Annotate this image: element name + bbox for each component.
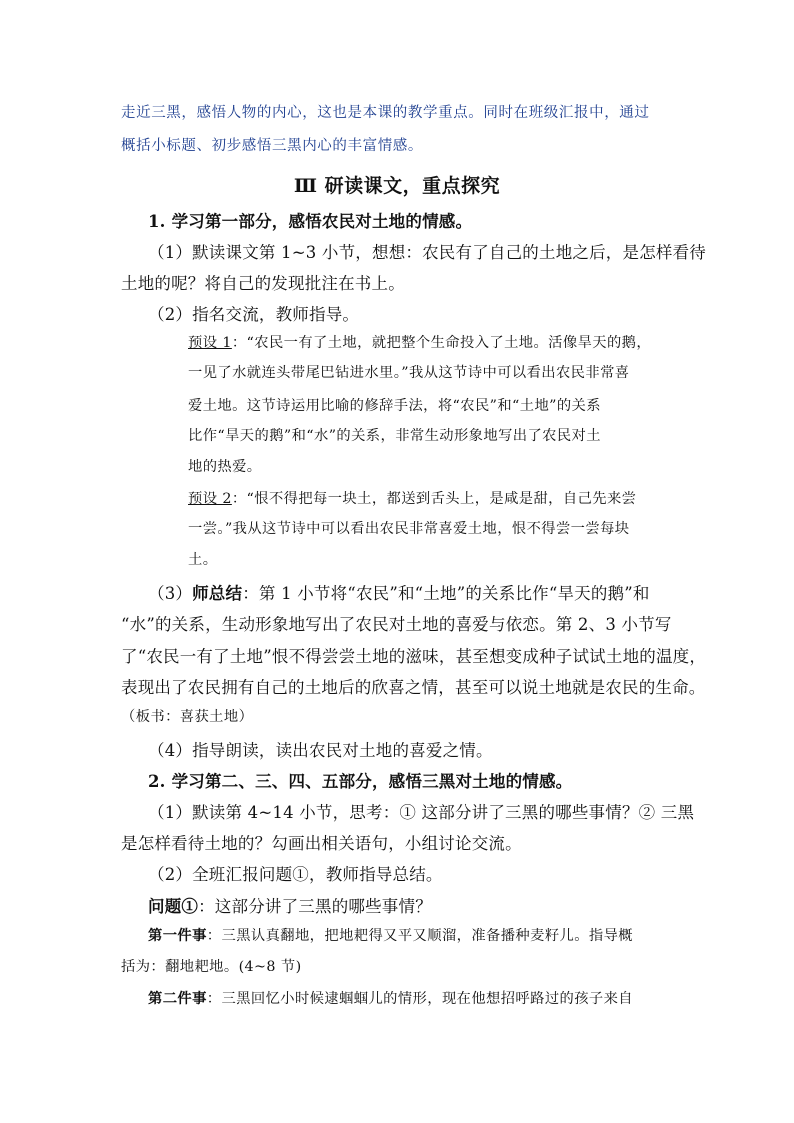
- teacher-summary-label: 师总结: [192, 584, 243, 603]
- event-2-label: 第二件事: [148, 991, 207, 1007]
- part1-q3-line-4: 表现出了农民拥有自己的土地后的欣喜之情，甚至可以说土地就是农民的生命。: [121, 678, 706, 697]
- preset1-line-2: 一见了水就连头带尾巴钻进水里。”我从这节诗中可以看出农民非常喜: [188, 365, 630, 381]
- q3-line1-rest: ：第 1 小节将“农民”和“土地”的关系比作“旱天的鹅”和: [242, 584, 650, 603]
- problem-1-text: ：这部分讲了三黑的哪些事情？: [198, 897, 432, 916]
- event-1-line-1: [148, 925, 794, 945]
- preset1-line-1: [188, 332, 794, 352]
- part1-q1-line-2: 土地的呢？将自己的发现批注在书上。: [121, 274, 405, 293]
- preset2-line-3: 土。: [188, 552, 218, 568]
- part2-heading: 2. 学习第二、三、四、五部分，感悟三黑对土地的情感。: [148, 772, 573, 791]
- section-title: Ⅲ 研读课文，重点探究: [293, 175, 501, 197]
- preset2-label: 预设 2: [188, 491, 232, 507]
- problem-1-label: 问题①: [148, 897, 199, 916]
- preset1-label: 预设 1: [188, 335, 232, 351]
- part1-q3-line-2: “水”的关系，生动形象地写出了农民对土地的喜爱与依恋。第 2、3 小节写: [121, 615, 672, 634]
- intro-line-1: 走近三黑，感悟人物的内心，这也是本课的教学重点。同时在班级汇报中，通过: [121, 105, 650, 121]
- preset2-line-2: 一尝。”我从这节诗中可以看出农民非常喜爱土地，恨不得尝一尝每块: [188, 521, 630, 537]
- part2-q2: （2）全班汇报问题①，教师指导总结。: [148, 865, 443, 884]
- preset2-text: ：“恨不得把每一块土，都送到舌头上，是咸是甜，自己先来尝: [231, 491, 637, 507]
- part1-q2: （2）指名交流，教师指导。: [148, 305, 360, 324]
- event-2-line-1: [148, 988, 794, 1008]
- event-1-text: ：三黑认真翻地，把地耙得又平又顺溜，准备播种麦籽儿。指导概: [206, 928, 634, 944]
- event-1-label: 第一件事: [148, 928, 207, 944]
- event-1-line-2: 括为：翻地耙地。(4~8 节): [121, 959, 302, 975]
- part2-q1-line-1: （1）默读第 4~14 小节，思考：① 这部分讲了三黑的哪些事情？② 三黑: [148, 803, 695, 822]
- board-note: （板书：喜获土地）: [121, 709, 254, 725]
- part1-q4: （4）指导朗读，读出农民对土地的喜爱之情。: [148, 741, 493, 760]
- intro-line-2: 概括小标题、初步感悟三黑内心的丰富情感。: [121, 138, 423, 154]
- part1-q1-line-1: （1）默读课文第 1~3 小节，想想：农民有了自己的土地之后，是怎样看待: [148, 243, 707, 262]
- event-2-text: ：三黑回忆小时候逮蝈蝈儿的情形，现在他想招呼路过的孩子来自: [206, 991, 634, 1007]
- preset1-text: ：“农民一有了土地，就把整个生命投入了土地。活像旱天的鹅，: [231, 335, 652, 351]
- preset1-line-5: 地的热爱。: [188, 459, 262, 475]
- part1-q3-line-3: 了“农民一有了土地”恨不得尝尝土地的滋味，甚至想变成种子试试土地的温度，: [121, 647, 707, 666]
- problem-1-line: [148, 893, 794, 917]
- part1-q3-line-1: [148, 580, 794, 604]
- preset1-line-3: 爱土地。这节诗运用比喻的修辞手法，将“农民”和“土地”的关系: [188, 398, 601, 414]
- q3-prefix: （3）: [148, 584, 193, 603]
- preset1-line-4: 比作“旱天的鹅”和“水”的关系，非常生动形象地写出了农民对土: [188, 428, 601, 444]
- part2-q1-line-2: 是怎样看待土地的？勾画出相关语句，小组讨论交流。: [121, 834, 522, 853]
- preset2-line-1: [188, 488, 794, 508]
- part1-heading: 1. 学习第一部分，感悟农民对土地的情感。: [148, 212, 473, 231]
